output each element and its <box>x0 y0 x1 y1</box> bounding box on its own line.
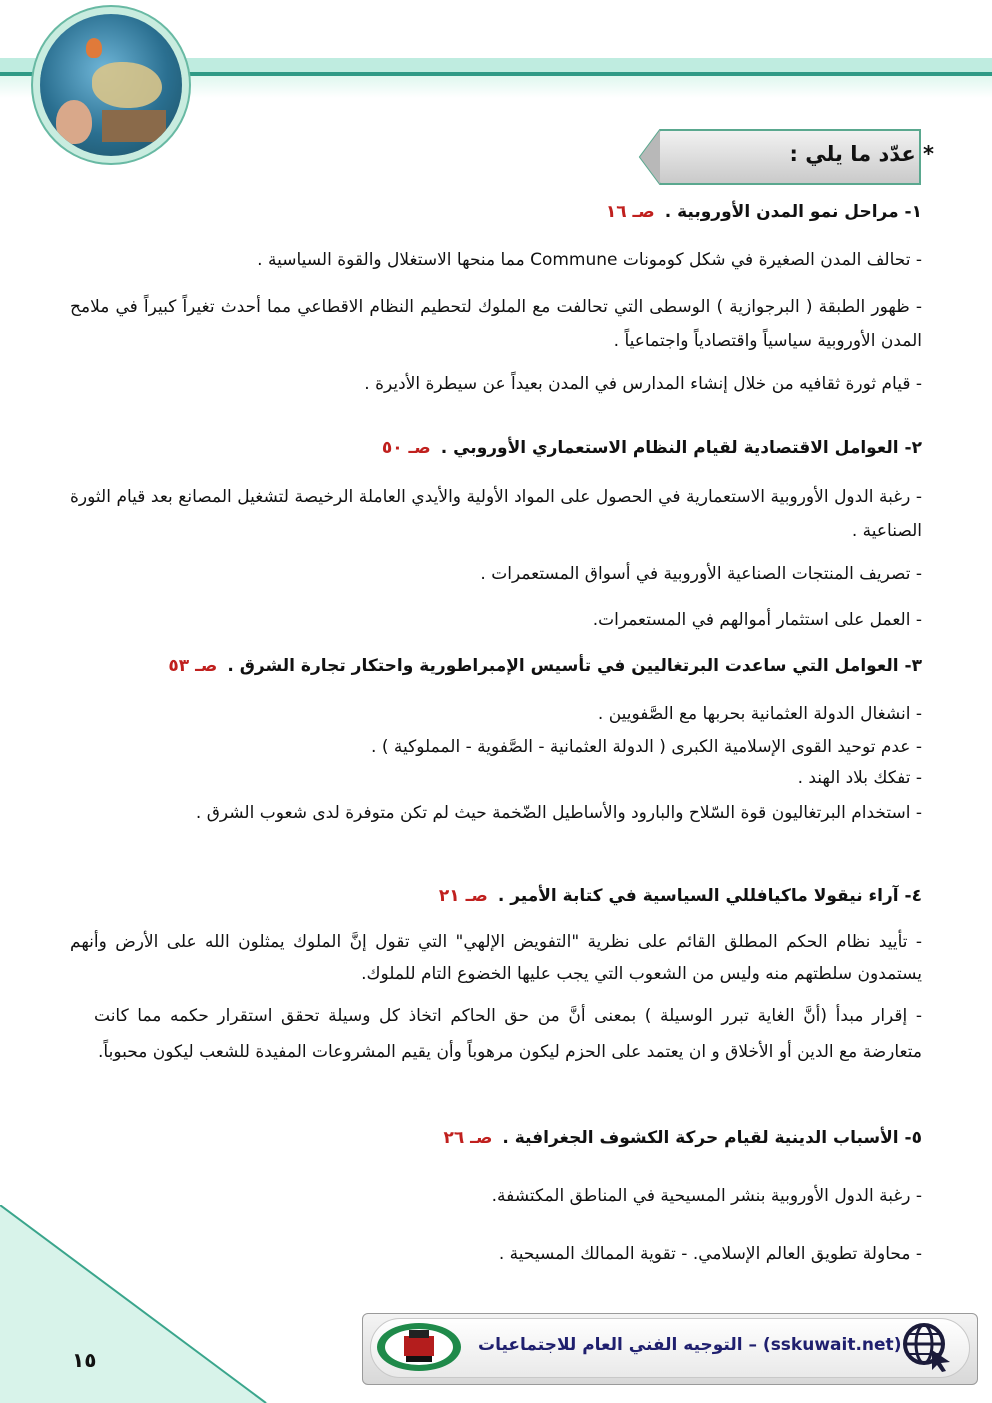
list-item: - ظهور الطبقة ( البرجوازية ) الوسطى التي تحالفت مع الملوك لتحطيم النظام الاقطاعي مما أحدث تغيراً كبيراً في ملامح المدن الأوروبية سياسياً واقتصادياً واجتماعياً . <box>70 297 922 351</box>
page-reference: صـ ٢٦ <box>443 1128 493 1148</box>
page-number: ١٥ <box>72 1348 97 1372</box>
ministry-emblem-icon <box>376 1322 462 1372</box>
list-item: - رغبة الدول الأوروبية بنشر المسيحية في المناطق المكتشفة. <box>491 1186 922 1206</box>
page-reference: صـ ٥٣ <box>168 656 218 676</box>
list-item: - محاولة تطويق العالم الإسلامي. - تقوية الممالك المسيحية . <box>498 1244 922 1264</box>
section-heading: ١- مراحل نمو المدن الأوروبية .صـ ١٦ <box>605 202 922 222</box>
list-item: - العمل على استثمار أموالهم في المستعمرات. <box>592 610 922 630</box>
footer-text: (sskuwait.net) – التوجيه الفني العام للاجتماعيات <box>478 1335 902 1355</box>
page-reference: صـ ٥٠ <box>381 438 431 458</box>
section-heading: ٤- آراء نيقولا ماكيافللي السياسية في كتابة الأمير .صـ ٢١ <box>438 886 922 906</box>
list-item: - قيام ثورة ثقافيه من خلال إنشاء المدارس في المدن بعيداً عن سيطرة الأديرة . <box>364 374 922 394</box>
page-reference: صـ ١٦ <box>605 202 655 222</box>
page-title: * عدّد ما يلي : <box>789 142 934 166</box>
book-logo <box>40 14 182 156</box>
list-item: - تفكك بلاد الهند . <box>797 768 922 788</box>
map-illustration <box>92 62 162 108</box>
list-item: - إقرار مبدأ (أنَّ الغاية تبرر الوسيلة ) بمعنى أنَّ من حق الحاكم اتخاذ كل وسيلة تحقق استقرار حكمه مما كانت متعارضة مع الدين أو الأخلاق و ان يعتمد على الحزم ليكون مرهوباً وأن يقيم المشروعات المفيدة للشعب ليكون محبوباً. <box>94 1006 922 1062</box>
list-item: - رغبة الدول الأوروبية الاستعمارية في الحصول على المواد الأولية والأيدي العاملة الرخيصة لتشغيل المصانع بعد قيام الثورة الصناعية . <box>70 487 922 541</box>
section-heading: ٣- العوامل التي ساعدت البرتغاليين في تأسيس الإمبراطورية واحتكار تجارة الشرق .صـ ٥٣ <box>168 656 922 676</box>
list-item: - استخدام البرتغاليون قوة السّلاح والبارود والأساطيل الضّخمة حيث لم تكن متوفرة لدى شعوب الشرق . <box>195 803 922 823</box>
list-item: - انشغال الدولة العثمانية بحربها مع الصَّفويين . <box>597 704 922 724</box>
list-item: - تصريف المنتجات الصناعية الأوروبية في أسواق المستعمرات . <box>480 564 922 584</box>
balloon-icon <box>86 38 102 58</box>
ship-illustration <box>102 110 166 142</box>
list-item: - عدم توحيد القوى الإسلامية الكبرى ( الدولة العثمانية - الصَّفوية - المملوكية ) . <box>371 737 922 757</box>
globe-cursor-icon <box>902 1322 952 1372</box>
list-item: - تأييد نظام الحكم المطلق القائم على نظرية "التفويض الإلهي" التي تقول إنَّ الملوك يمثلون الله على الأرض وأنهم يستمدون سلطتهم منه وليس من الشعوب التي يجب عليها الخضوع التام للملوك. <box>70 932 922 984</box>
list-item: - تحالف المدن الصغيرة في شكل كومونات Commune مما منحها الاستغلال والقوة السياسية . <box>257 250 922 270</box>
section-heading: ٥- الأسباب الدينية لقيام حركة الكشوف الجغرافية .صـ ٢٦ <box>443 1128 922 1148</box>
portrait-illustration <box>56 100 92 144</box>
corner-decoration <box>0 1205 270 1403</box>
page-reference: صـ ٢١ <box>438 886 488 906</box>
section-heading: ٢- العوامل الاقتصادية لقيام النظام الاستعماري الأوروبي .صـ ٥٠ <box>381 438 922 458</box>
